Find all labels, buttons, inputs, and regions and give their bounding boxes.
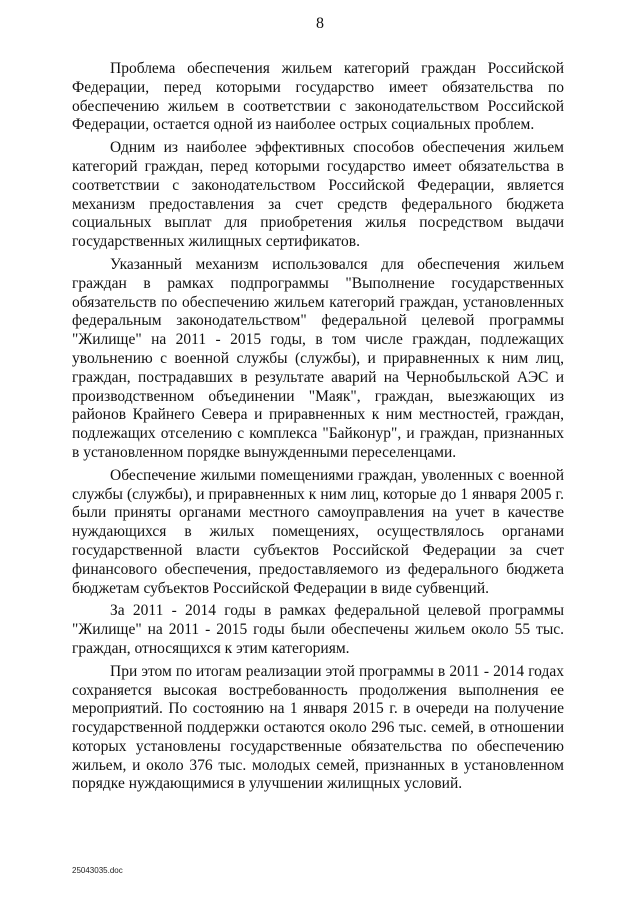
paragraph: Указанный механизм использовался для обеспечения жильем граждан в рамках подпрограммы "Выполнение государственных обязательств по обеспечению жильем категорий граждан, установленных федеральным законодательством" федеральной целевой программы "Жилище" на 2011 - 2015 годы, в том числе граждан, подлежащих увольнению с военной службы (службы), и приравненных к ним лиц, граждан, пострадавших в результате аварий на Чернобыльской АЭС и производственном объединении "Маяк", граждан, выезжающих из районов Крайнего Севера и приравненных к ним местностей, граждан, подлежащих отселению с комплекса "Байконур", и граждан, признанных в установленном порядке вынужденными переселенцами.	[72, 255, 564, 461]
footer-filename: 25043035.doc	[72, 866, 123, 875]
paragraph: Одним из наиболее эффективных способов обеспечения жильем категорий граждан, перед которыми государство имеет обязательства в соответствии с законодательством Российской Федерации, является механизм предоставления за счет средств федерального бюджета социальных выплат для приобретения жилья посредством выдачи государственных жилищных сертификатов.	[72, 139, 564, 251]
paragraph: При этом по итогам реализации этой программы в 2011 - 2014 годах сохраняется высокая востребованность продолжения выполнения ее мероприятий. По состоянию на 1 января 2015 г. в очереди на получение государственной поддержки остаются около 296 тыс. семей, в отношении которых установлены государственные обязательства по обеспечению жильем, и около 376 тыс. молодых семей, признанных в установленном порядке нуждающимися в улучшении жилищных условий.	[72, 662, 564, 793]
page-number: 8	[316, 15, 324, 32]
document-body	[72, 60, 564, 798]
paragraph: Проблема обеспечения жильем категорий граждан Российской Федерации, перед которыми государство имеет обязательства по обеспечению жильем в соответствии с законодательством Российской Федерации, остается одной из наиболее острых социальных проблем.	[72, 60, 564, 134]
paragraph: Обеспечение жилыми помещениями граждан, уволенных с военной службы (службы), и приравненных к ним лиц, которые до 1 января 2005 г. были приняты органами местного самоуправления на учет в качестве нуждающихся в жилых помещениях, осуществлялось органами государственной власти субъектов Российской Федерации за счет финансового обеспечения, предоставляемого из федерального бюджета бюджетам субъектов Российской Федерации в виде субвенций.	[72, 466, 564, 597]
paragraph: За 2011 - 2014 годы в рамках федеральной целевой программы "Жилище" на 2011 - 2015 годы были обеспечены жильем около 55 тыс. граждан, относящихся к этим категориям.	[72, 602, 564, 657]
